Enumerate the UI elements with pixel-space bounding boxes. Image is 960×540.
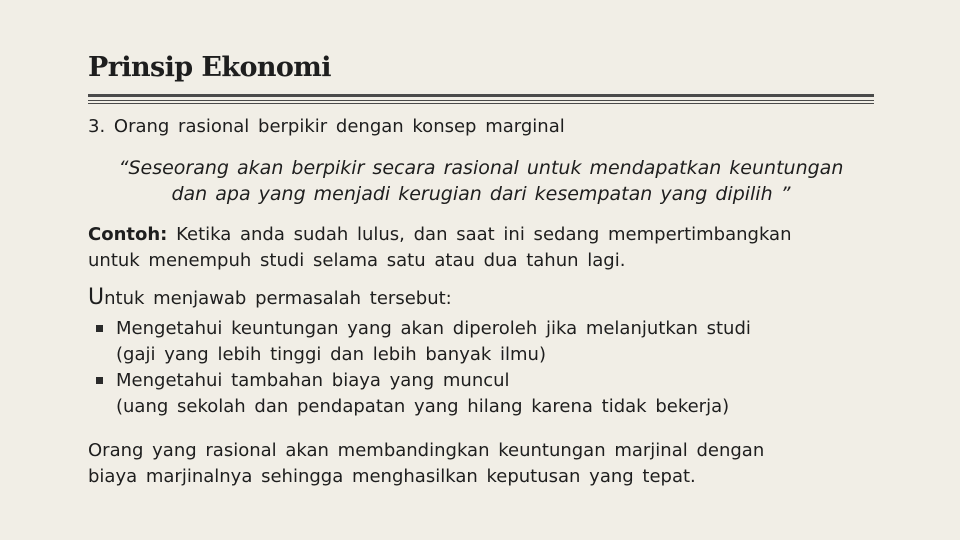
bullet-1-line-1: Mengetahui keuntungan yang akan diperoleh jika melanjutkan studi xyxy=(116,318,751,339)
answer-initial: U xyxy=(88,285,105,310)
bullet-item-cost xyxy=(96,368,751,420)
quote-line-1: “Seseorang akan berpikir secara rasional untuk mendapatkan keuntungan xyxy=(118,157,844,179)
bullet-item-benefit xyxy=(96,316,751,368)
principle-heading: 3. Orang rasional berpikir dengan konsep marginal xyxy=(88,116,565,137)
answer-intro-text: ntuk menjawab permasalah tersebut: xyxy=(104,288,452,309)
example-text-1: Ketika anda sudah lulus, dan saat ini sedang mempertimbangkan xyxy=(167,224,792,245)
title-divider-thin-2 xyxy=(88,103,874,104)
conclusion-line-1: Orang yang rasional akan membandingkan keuntungan marjinal dengan xyxy=(88,440,765,461)
square-bullet-icon xyxy=(96,377,103,384)
answer-intro xyxy=(88,285,452,312)
title-divider-thick xyxy=(88,94,874,97)
example-label: Contoh: xyxy=(88,224,168,245)
conclusion-line-2: biaya marjinalnya sehingga menghasilkan keputusan yang tepat. xyxy=(88,466,696,487)
principle-quote xyxy=(88,155,874,207)
slide-title: Prinsip Ekonomi xyxy=(88,52,331,83)
square-bullet-icon xyxy=(96,325,103,332)
example-line-1 xyxy=(88,222,792,248)
bullet-2-line-2: (uang sekolah dan pendapatan yang hilang karena tidak bekerja) xyxy=(116,396,730,417)
answer-bullet-list xyxy=(96,316,751,420)
quote-line-2: dan apa yang menjadi kerugian dari kesempatan yang dipilih ” xyxy=(171,183,791,205)
bullet-1-line-2: (gaji yang lebih tinggi dan lebih banyak ilmu) xyxy=(116,344,546,365)
bullet-2-line-1: Mengetahui tambahan biaya yang muncul xyxy=(116,370,510,391)
conclusion-paragraph xyxy=(88,438,764,490)
title-divider-thin xyxy=(88,100,874,101)
example-paragraph xyxy=(88,222,792,274)
example-line-2: untuk menempuh studi selama satu atau dua tahun lagi. xyxy=(88,250,626,271)
